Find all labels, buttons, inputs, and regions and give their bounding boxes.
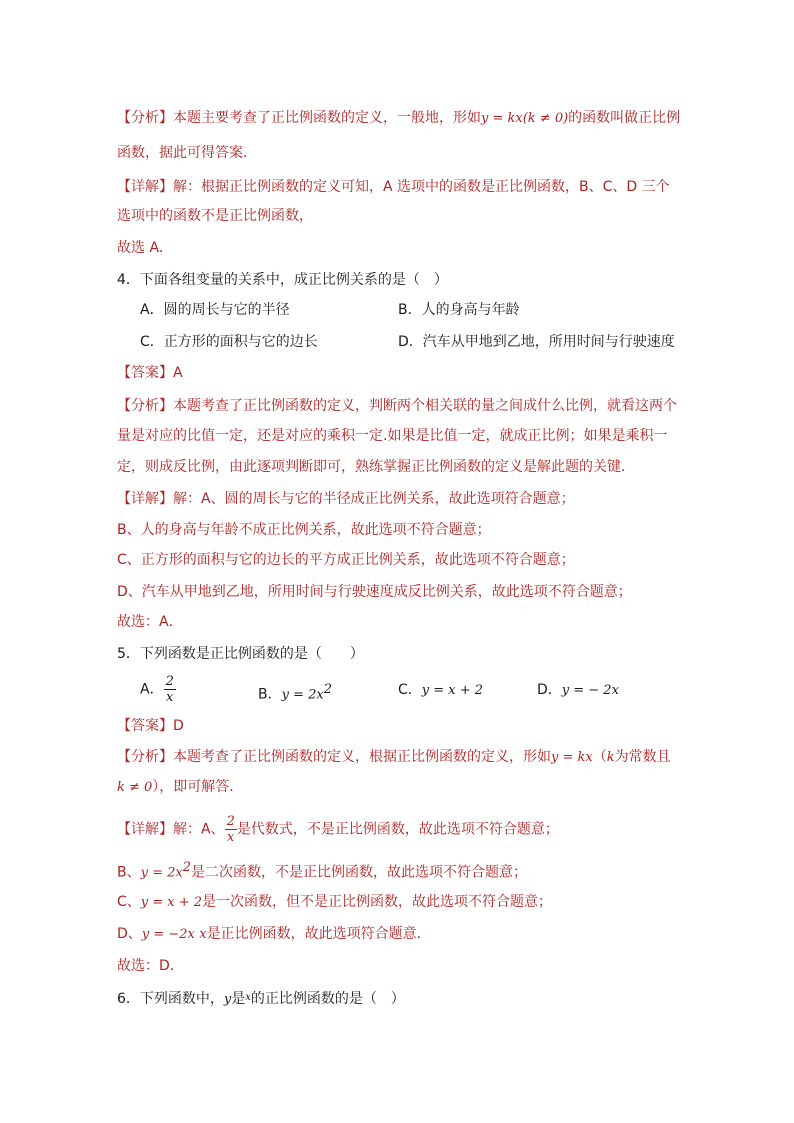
q5-option-c: C．y = x + 2 bbox=[398, 682, 484, 698]
q4-detail-line-5: 故选：A． bbox=[117, 614, 183, 630]
q5-detail-line-5: 故选：D． bbox=[117, 958, 184, 974]
q5-detail-line-4: D、y = −2x x是正比例函数，故此选项符合题意． bbox=[117, 926, 431, 942]
analysis-tag: 【分析】 bbox=[117, 749, 173, 765]
question-5-stem: 5．下列函数是正比例函数的是（ ） bbox=[117, 646, 364, 662]
q4-answer: 【答案】A bbox=[117, 365, 183, 381]
q5-answer: 【答案】D bbox=[117, 718, 184, 734]
question-6-stem: 6．下列函数中，y是$^x$的正比例函数的是（ ） bbox=[117, 991, 405, 1007]
analysis-line-1: 【分析】本题主要考查了正比例函数的定义，一般地，形如y = kx(k ≠ 0)的函数叫做正比例 bbox=[117, 110, 681, 126]
q4-analysis-line-3: 定，则成反比例，由此逐项判断即可，熟练掌握正比例函数的定义是解此题的关键． bbox=[117, 459, 635, 475]
q4-detail-line-4: D、汽车从甲地到乙地，所用时间与行驶速度成反比例关系，故此选项不符合题意； bbox=[117, 584, 632, 600]
q5-detail-line-3: C、y = x + 2是一次函数，但不是正比例函数，故此选项不符合题意； bbox=[117, 894, 553, 910]
detail-tag: 【详解】 bbox=[117, 491, 173, 507]
q5-analysis-line-1: 【分析】本题考查了正比例函数的定义，根据正比例函数的定义，形如y = kx（k为常数且 bbox=[117, 749, 671, 765]
q4-detail-line-1: 【详解】解：A、圆的周长与它的半径成正比例关系，故此选项符合题意； bbox=[117, 491, 575, 507]
formula: y = kx(k ≠ 0) bbox=[481, 111, 569, 126]
answer-tag: 【答案】 bbox=[117, 718, 173, 734]
q4-analysis-line-2: 量是对应的比值一定，还是对应的乘积一定.如果是比值一定，就成正比例；如果是乘积一 bbox=[117, 428, 668, 444]
q4-option-c: C．正方形的面积与它的边长 bbox=[140, 334, 318, 350]
q4-analysis-line-1: 【分析】本题考查了正比例函数的定义，判断两个相关联的量之间成什么比例，就看这两个 bbox=[117, 398, 677, 414]
q5-option-d: D．y = − 2x bbox=[537, 682, 619, 698]
q5-detail-line-2: B、$y = 2x^2$是二次函数，不是正比例函数，故此选项不符合题意； bbox=[117, 860, 527, 881]
fraction: $\frac{2}{x}$ bbox=[165, 674, 174, 705]
detail-line-1: 【详解】解：根据正比例函数的定义可知，A 选项中的函数是正比例函数，B、C、D 三个 bbox=[117, 179, 670, 195]
q4-option-a: A．圆的周长与它的半径 bbox=[140, 302, 290, 318]
q5-analysis-line-2: k ≠ 0），即可解答． bbox=[117, 779, 244, 795]
question-4-stem: 4．下面各组变量的关系中，成正比例关系的是（ ） bbox=[117, 272, 448, 288]
answer-tag: 【答案】 bbox=[117, 365, 173, 381]
q4-option-d: D．汽车从甲地到乙地，所用时间与行驶速度 bbox=[398, 334, 675, 350]
q4-detail-line-2: B、人的身高与年龄不成正比例关系，故此选项不符合题意； bbox=[117, 522, 491, 538]
detail-line-2: 选项中的函数不是正比例函数， bbox=[117, 208, 313, 224]
q5-option-a: A． $\frac{2}{x}$ bbox=[140, 674, 174, 705]
analysis-line-2: 函数，据此可得答案． bbox=[117, 145, 257, 161]
analysis-tag: 【分析】 bbox=[117, 398, 173, 414]
q4-detail-line-3: C、正方形的面积与它的边长的平方成正比例关系，故此选项不符合题意； bbox=[117, 552, 575, 568]
detail-tag: 【详解】 bbox=[117, 179, 173, 195]
detail-tag: 【详解】 bbox=[117, 821, 173, 838]
fraction: $\frac{2}{x}$ bbox=[226, 814, 235, 845]
q5-option-b: B．$y = 2x^2$ bbox=[258, 682, 332, 703]
analysis-tag: 【分析】 bbox=[117, 110, 173, 126]
q5-detail-line-1: 【详解】解：A、 $\frac{2}{x}$ 是代数式，不是正比例函数，故此选项不符合题意； bbox=[117, 814, 559, 845]
q4-option-b: B．人的身高与年龄 bbox=[398, 302, 520, 318]
detail-line-3: 故选 A． bbox=[117, 240, 174, 256]
